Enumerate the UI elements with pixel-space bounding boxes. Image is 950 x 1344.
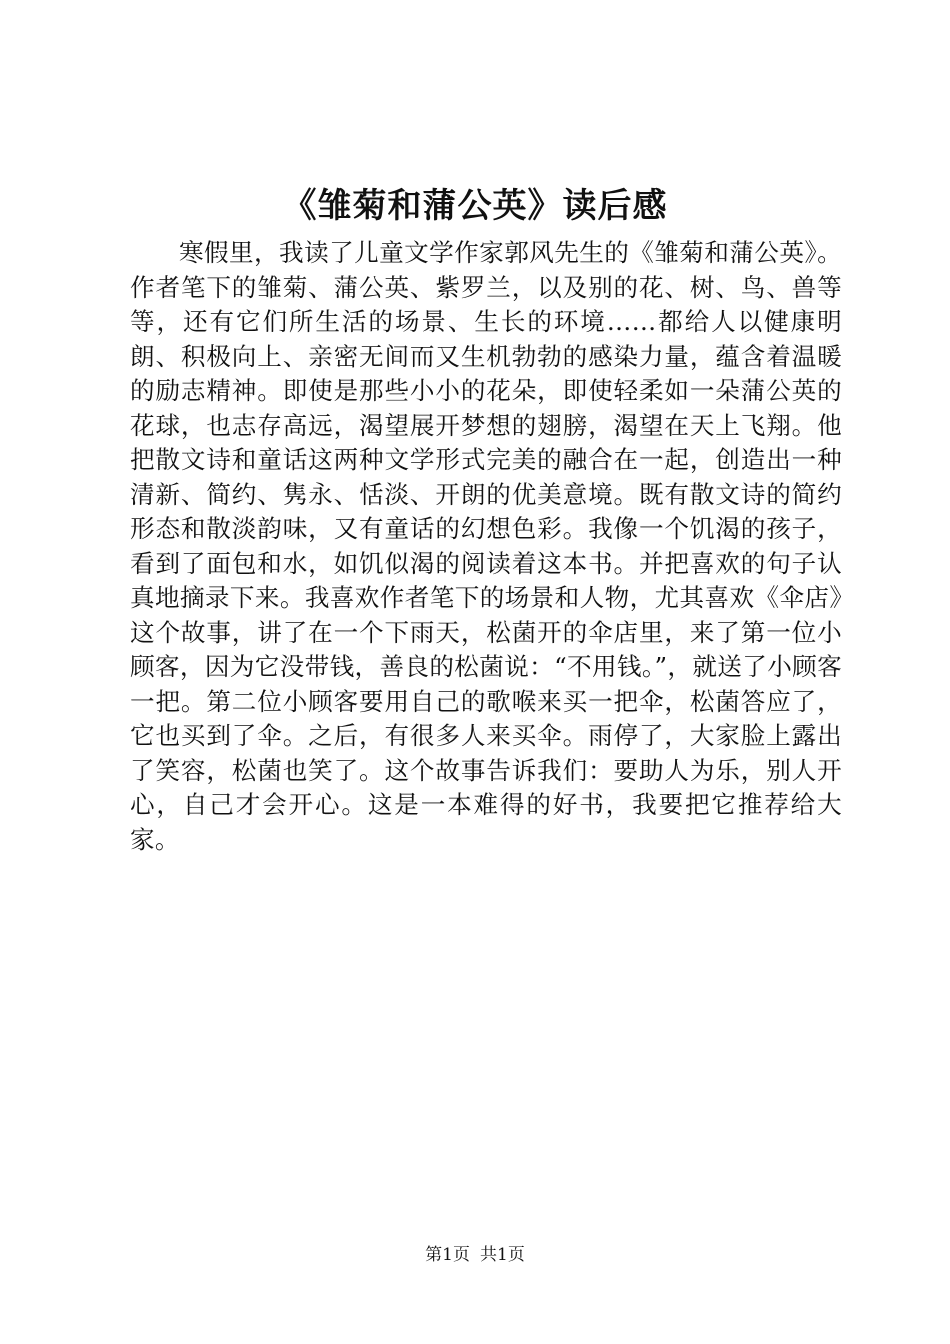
page-footer <box>0 1242 950 1268</box>
page-total: 共1页 <box>480 1245 525 1265</box>
page-number: 第1页 <box>425 1245 470 1265</box>
document-title: 《雏菊和蒲公英》读后感 <box>282 186 668 226</box>
document-body: 寒假里，我读了儿童文学作家郭风先生的《雏菊和蒲公英》。作者笔下的雏菊、蒲公英、紫罗兰，以及别的花、树、鸟、兽等等，还有它们所生活的场景、生长的环境……都给人以健康明朗、积极向上、亲密无间而又生机勃勃的感染力量，蕴含着温暖的励志精神。即使是那些小小的花朵，即使轻柔如一朵蒲公英的花球，也志存高远，渴望展开梦想的翅膀，渴望在天上飞翔。他把散文诗和童话这两种文学形式完美的融合在一起，创造出一种清新、简约、隽永、恬淡、开朗的优美意境。既有散文诗的简约形态和散淡韵味，又有童话的幻想色彩。我像一个饥渴的孩子，看到了面包和水，如饥似渴的阅读着这本书。并把喜欢的句子认真地摘录下来。我喜欢作者笔下的场景和人物，尤其喜欢《伞店》这个故事，讲了在一个下雨天，松菌开的伞店里，来了第一位小顾客，因为它没带钱，善良的松菌说：“不用钱。”，就送了小顾客一把。第二位小顾客要用自己的歌喉来买一把伞，松菌答应了，它也买到了伞。之后，有很多人来买伞。雨停了，大家脸上露出了笑容，松菌也笑了。这个故事告诉我们：要助人为乐，别人开心，自己才会开心。这是一本难得的好书，我要把它推荐给大家。 <box>130 238 842 854</box>
